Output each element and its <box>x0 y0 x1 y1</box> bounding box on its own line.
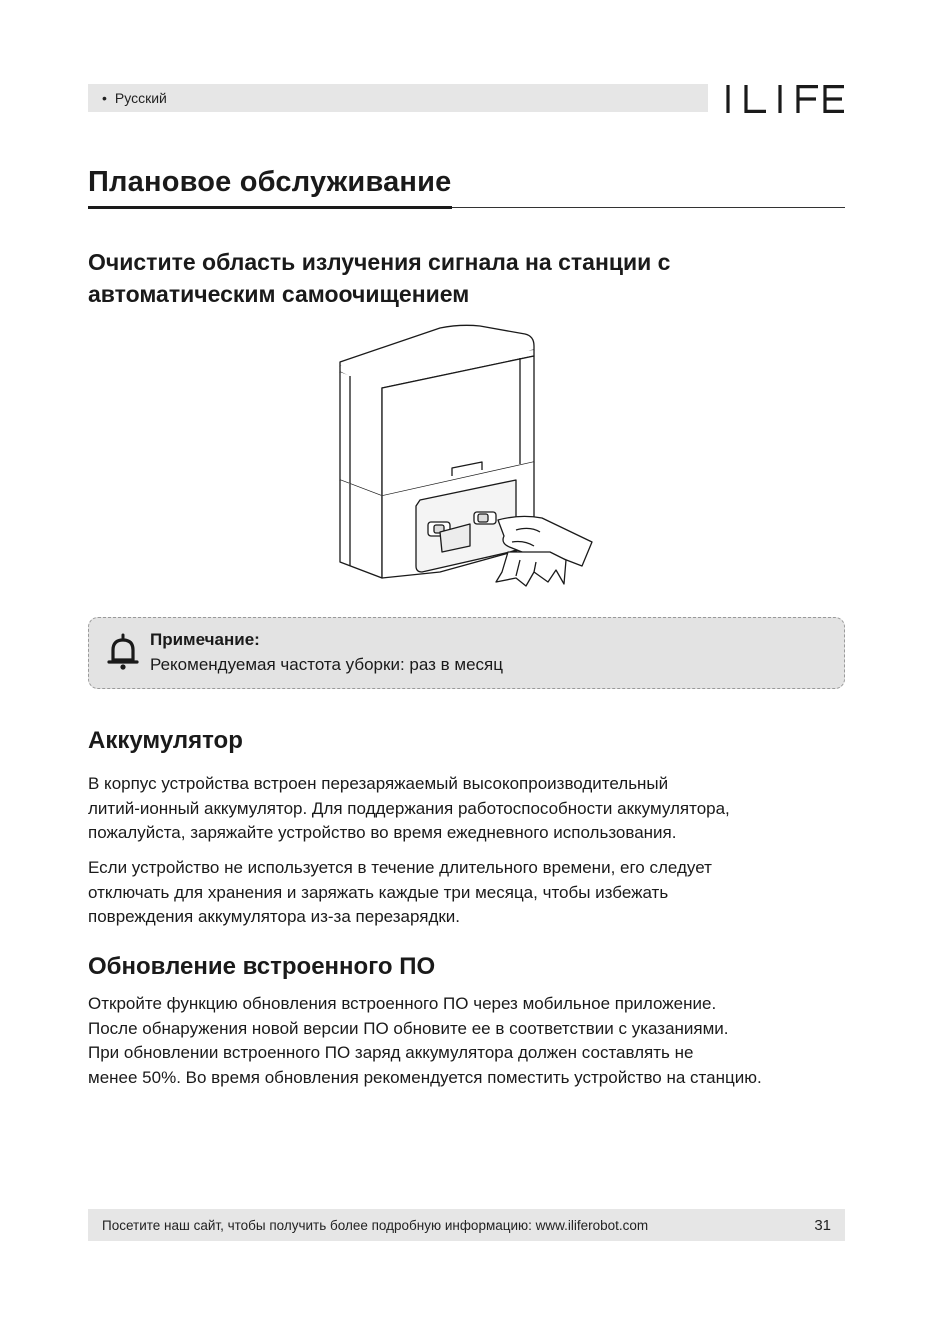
text-line: После обнаружения новой версии ПО обновите ее в соответствии с указаниями. <box>88 1018 729 1038</box>
footer-bar <box>88 1209 845 1241</box>
language-bar <box>88 84 708 112</box>
section-heading-line2: автоматическим самоочищением <box>88 281 470 307</box>
firmware-heading: Обновление встроенного ПО <box>88 953 436 980</box>
section-heading-line1: Очистите область излучения сигнала на станции с <box>88 249 671 275</box>
bullet-icon: • <box>102 90 107 106</box>
text-line: повреждения аккумулятора из-за перезарядки. <box>88 907 461 926</box>
text-line: пожалуйста, заряжайте устройство во время ежедневного использования. <box>88 823 677 842</box>
station-cleaning-illustration <box>320 320 610 600</box>
bell-icon <box>105 632 141 672</box>
text-line: отключать для хранения и заряжать каждые три месяца, чтобы избежать <box>88 882 669 902</box>
note-text: Рекомендуемая частота уборки: раз в месяц <box>150 655 503 674</box>
note-title: Примечание: <box>150 630 260 649</box>
language-label: Русский <box>114 90 167 106</box>
page-title: Плановое обслуживание <box>88 166 452 198</box>
text-line: При обновлении встроенного ПО заряд аккумулятора должен составлять не <box>88 1043 694 1062</box>
section-heading-clean <box>88 246 848 310</box>
text-line: В корпус устройства встроен перезаряжаемый высокопроизводительный <box>88 774 669 793</box>
battery-paragraph-1 <box>88 772 858 846</box>
firmware-paragraph <box>88 992 858 1090</box>
battery-paragraph-2 <box>88 856 858 930</box>
text-line: менее 50%. Во время обновления рекомендуется поместить устройство на станцию. <box>88 1067 762 1087</box>
text-line: Если устройство не используется в течение длительного времени, его следует <box>88 858 712 877</box>
text-line: Откройте функцию обновления встроенного ПО через мобильное приложение. <box>88 994 717 1013</box>
ilife-logo <box>722 76 846 120</box>
note-box <box>88 617 845 689</box>
text-line: литий-ионный аккумулятор. Для поддержания работоспособности аккумулятора, <box>88 798 730 818</box>
footer-text: Посетите наш сайт, чтобы получить более подробную информацию: www.iliferobot.com <box>102 1217 649 1233</box>
title-underline <box>88 206 452 209</box>
page-number: 31 <box>814 1216 831 1234</box>
battery-heading: Аккумулятор <box>88 727 243 754</box>
